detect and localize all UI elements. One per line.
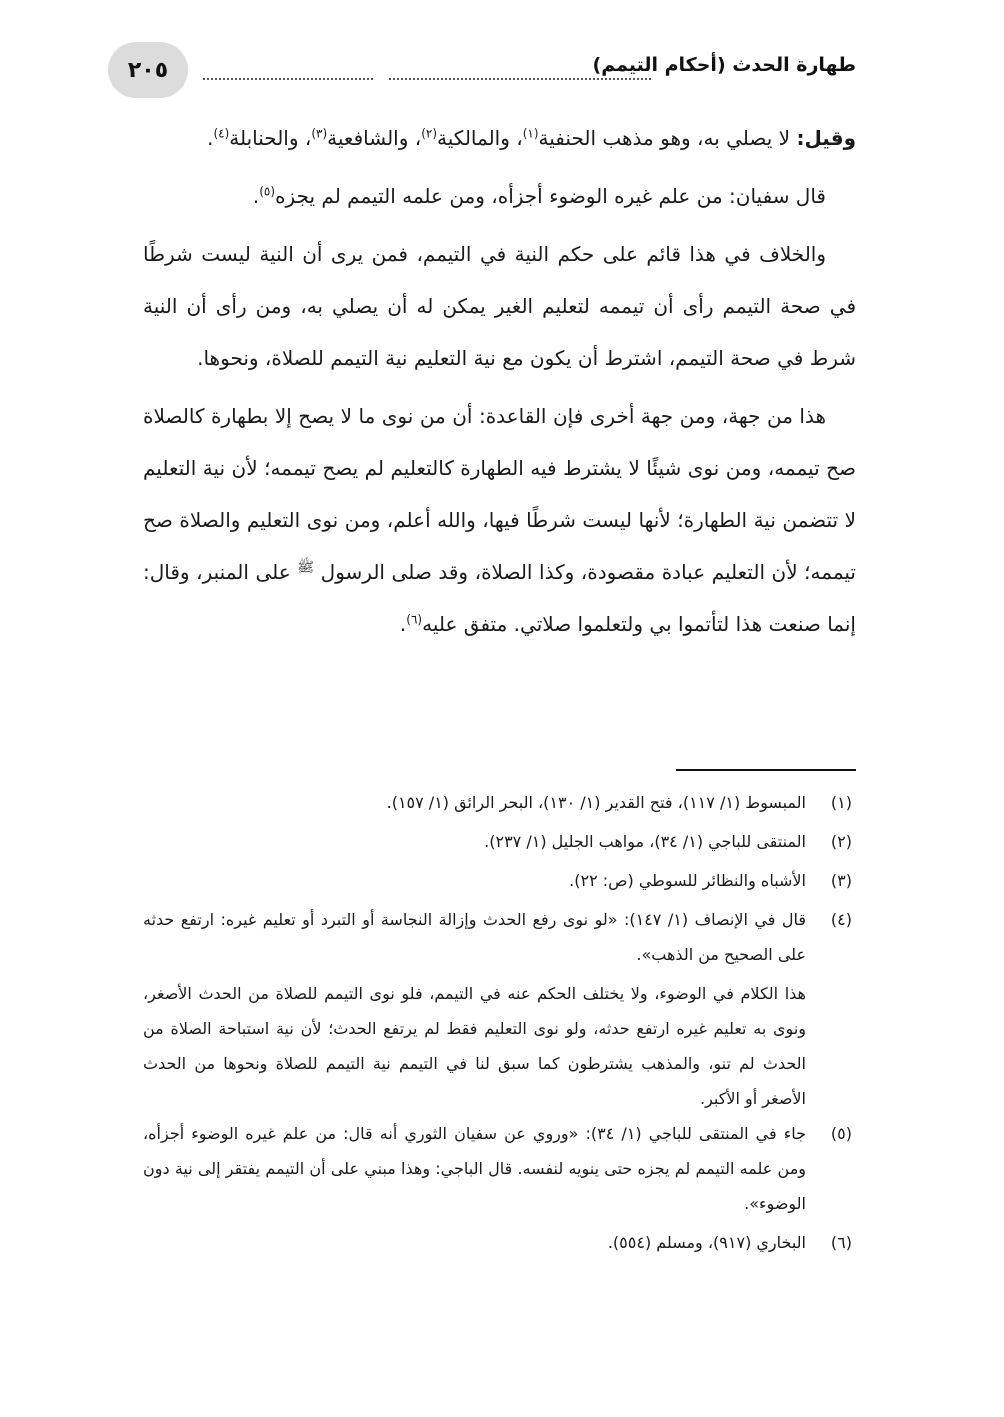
footnote-item (143, 824, 852, 859)
footnote-ref[interactable]: (٥) (259, 184, 276, 199)
footnote-item (143, 1116, 852, 1221)
page-number-badge (108, 42, 188, 98)
paragraph-lead-word: وقيل: (796, 126, 856, 150)
footnote-continuation (143, 976, 806, 1116)
page-number: ٢٠٥ (127, 57, 169, 83)
footnote-text: الأشباه والنظائر للسوطي (ص: ٢٢). (569, 871, 806, 890)
chapter-title: طهارة الحدث (أحكام التيمم) (592, 54, 856, 76)
footnote-item (143, 902, 852, 972)
footnote-item (143, 863, 852, 898)
footnote-ref[interactable]: (١) (522, 126, 539, 141)
footnote-separator (676, 769, 856, 771)
footnote-number: (٤) (830, 910, 852, 929)
footnote-number: (٣) (830, 871, 852, 890)
footnote-number: (٥) (830, 1124, 852, 1143)
footnotes (143, 785, 852, 1264)
footnote-ref[interactable]: (٤) (213, 126, 230, 141)
salla-ligature: ﷺ (297, 559, 315, 576)
footnote-ref[interactable]: (٦) (406, 612, 423, 627)
footnote-ref[interactable]: (٣) (311, 126, 328, 141)
footnote-number: (٢) (830, 832, 852, 851)
footnote-ref[interactable]: (٢) (421, 126, 438, 141)
footnote-text: المبسوط (١/ ١١٧)، فتح القدير (١/ ١٣٠)، البحر الرائق (١/ ١٥٧). (386, 793, 806, 812)
paragraph-1: وقيل: لا يصلي به، وهو مذهب الحنفية$^{(١)}$، والمالكية$^{(٢)}$، والشافعية$^{(٣)}$، والحنابلة$^{(٤)}$. (207, 126, 856, 150)
footnote-text: المنتقى للباجي (١/ ٣٤)، مواهب الجليل (١/ ٢٣٧). (484, 832, 806, 851)
paragraph-4: هذا من جهة، ومن جهة أخرى فإن القاعدة: أن من نوى ما لا يصح إلا بطهارة كالصلاة صح تيممه، ومن نوى شيئًا لا يشترط فيه الطهارة كالتعليم لم يصح تيممه؛ لأن نية التعليم لا تتضمن نية الطهارة؛ لأنها ليست شرطًا فيها، والله أعلم، ومن نوى التعليم والصلاة صح تيممه؛ لأن التعليم عبادة مقصودة، وكذا الصلاة، وقد صلى الرسول $^ﷺ$ على المنبر، وقال: إنما صنعت هذا لتأتموا بي ولتعلموا صلاتي. متفق عليه$^{(٦)}$. (143, 404, 856, 636)
footnote-text: قال في الإنصاف (١/ ١٤٧): «لو نوى رفع الحدث وإزالة النجاسة أو التبرد أو تعليم غيره: ارتفع حدثه على الصحيح من الذهب». (143, 910, 807, 964)
footnote-item (143, 1225, 852, 1260)
paragraph-2: قال سفيان: من علم غيره الوضوء أجزأه، ومن علمه التيمم لم يجزه$^{(٥)}$. (252, 184, 826, 208)
main-text (143, 112, 856, 650)
footnote-text: هذا الكلام في الوضوء، ولا يختلف الحكم عنه في التيمم، فلو نوى التيمم للصلاة من الحدث الأصغر، ونوى به تعليم غيره ارتفع حدثه، ولو نوى التعليم فقط لم يرتفع الحدث؛ لأن نية استباحة الصلاة من الحدث لم تنو، والمذهب يشترطون كما سبق لنا في التيمم نية التيمم للصلاة ونحوها من الحدث الأصغر أو الأكبر. (143, 984, 806, 1108)
footnote-text: جاء في المنتقى للباجي (١/ ٣٤): «وروي عن سفيان الثوري أنه قال: من علم غيره الوضوء أجزأه، ومن علمه التيمم لم يجزه حتى ينويه لنفسه. قال الباجي: وهذا مبني على أن التيمم يفتقر إلى نية دون الوضوء». (143, 1124, 806, 1213)
footnote-text: البخاري (٩١٧)، ومسلم (٥٥٤). (607, 1233, 806, 1252)
header-dotted-leader-left (203, 78, 373, 80)
footnote-number: (٦) (830, 1233, 852, 1252)
header-dotted-leader-right (389, 78, 651, 80)
footnote-item (143, 785, 852, 820)
running-header (108, 42, 856, 102)
paragraph-3: والخلاف في هذا قائم على حكم النية في التيمم، فمن يرى أن النية ليست شرطًا في صحة التيمم رأى أن تيممه لتعليم الغير يمكن له أن يصلي به، ومن رأى أن النية شرط في صحة التيمم، اشترط أن يكون مع نية التعليم نية التيمم للصلاة، ونحوها. (143, 242, 856, 370)
footnote-number: (١) (830, 793, 852, 812)
